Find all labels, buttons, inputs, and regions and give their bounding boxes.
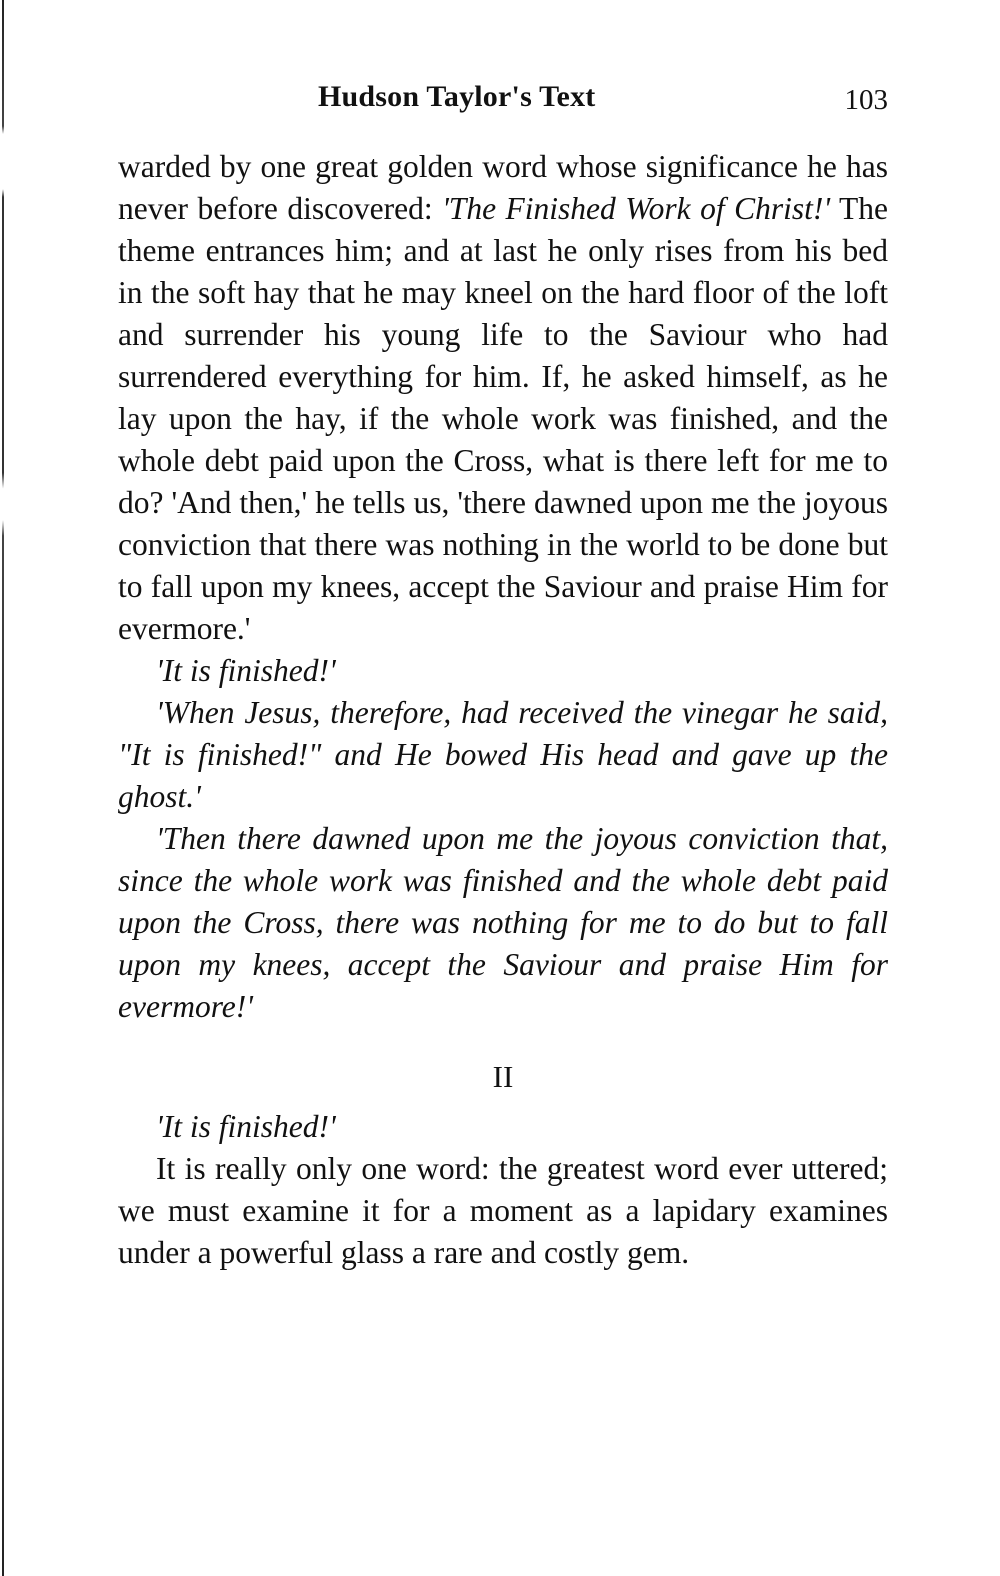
page-edge-scan-artifact	[2, 0, 4, 1576]
running-title: Hudson Taylor's Text	[318, 80, 596, 113]
page-number: 103	[844, 84, 888, 116]
paragraph-text-start: warded by one great golden word whose significance he has never before discovered:	[118, 149, 888, 226]
paragraph-one-word: It is really only one word: the greatest word ever uttered; we must examine it for a moment as a lapidary examines under a powerful glass a rare and costly gem.	[118, 1151, 888, 1270]
quote-jesus-vinegar: 'When Jesus, therefore, had received the vinegar he said, "It is finished!" and He bowed His head and gave up the ghost.'	[118, 695, 888, 814]
italic-phrase-finished-work: 'The Finished Work of Christ!'	[442, 191, 831, 226]
section-numeral: II	[492, 1059, 514, 1094]
paragraph-continuation	[118, 146, 888, 650]
quote-it-is-finished: 'It is finished!'	[156, 653, 336, 688]
quote-it-is-finished-2: 'It is finished!'	[156, 1109, 336, 1144]
quote-joyous-conviction: 'Then there dawned upon me the joyous conviction that, since the whole work was finished and the whole debt paid upon the Cross, there was nothing for me to do but to fall upon my knees, accept the Saviour and praise Him for evermore!'	[118, 821, 888, 1024]
body-text	[118, 146, 888, 1274]
page-header	[118, 80, 888, 120]
paragraph-text-rest: The theme entrances him; and at last he only rises from his bed in the soft hay that he may kneel on the hard floor of the loft and surrender his young life to the Saviour who had surrendered everything for him. If, he asked himself, as he lay upon the hay, if the whole work was finished, and the whole debt paid upon the Cross, what is there left for me to do? 'And then,' he tells us, 'there dawned upon me the joyous conviction that there was nothing in the world to be done but to fall upon my knees, accept the Saviour and praise Him for evermore.'	[118, 191, 888, 646]
